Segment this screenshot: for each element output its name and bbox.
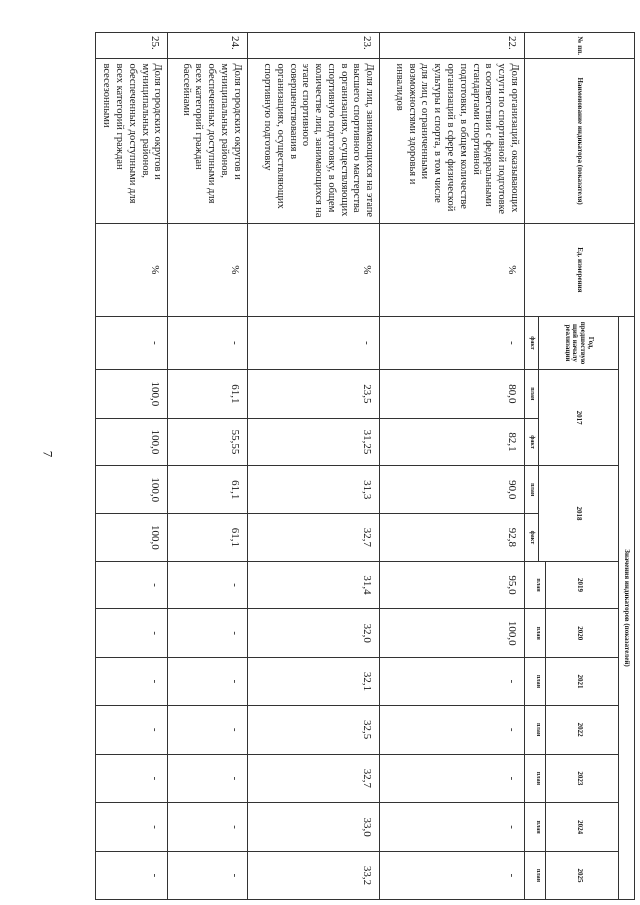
indicator-name: Доля лиц, занимающихся на этапе высшего спортивного мастерства в организациях, осуществляющих спортивную подготовку, в общем количестве лиц, занимающихся на этапе спортивного совершенствования в организациях, осуществляющих спортивную подготовку — [247, 59, 379, 223]
unit-cell: % — [168, 223, 247, 316]
header-year-label: 2019 — [575, 578, 584, 593]
value-cell: - — [96, 754, 168, 803]
value-cell: 31,25 — [247, 418, 379, 466]
row-number: 22. — [380, 33, 525, 59]
header-year-label: 2020 — [575, 626, 584, 641]
header-year — [525, 561, 619, 609]
value-cell: 32,7 — [247, 754, 379, 803]
row-number: 24. — [168, 33, 247, 59]
header-year — [525, 705, 619, 754]
value-cell: - — [380, 852, 525, 900]
subheader: план — [531, 755, 546, 803]
header-year-label: 2023 — [575, 771, 584, 786]
header-year — [525, 754, 619, 803]
rotated-table-wrapper — [95, 32, 635, 900]
value-cell: - — [168, 852, 247, 900]
subheader: план — [531, 803, 546, 851]
row-number: 25. — [96, 33, 168, 59]
value-cell: - — [168, 754, 247, 803]
value-cell: 100,0 — [96, 369, 168, 418]
indicator-name: Доля организаций, оказывающих услуги по спортивной подготовке в соответствии с федеральными стандартами спортивной подготовки, в общем количестве организаций в сфере физической культуры и спорта, в том числе для лиц с ограниченными возможностями здоровья и инвалидов — [380, 59, 525, 223]
value-cell: 82,1 — [380, 418, 525, 466]
value-cell: 80,0 — [380, 369, 525, 418]
header-year — [525, 658, 619, 706]
value-cell: 92,8 — [380, 514, 525, 562]
header-values-group: Значения индикаторов (показателей) — [619, 316, 635, 899]
indicators-table — [95, 32, 635, 900]
value-cell: 32,1 — [247, 658, 379, 706]
header-year — [525, 852, 619, 900]
subheader: факт — [525, 418, 539, 466]
header-year-label: 2025 — [575, 868, 584, 883]
subheader: план — [525, 466, 539, 514]
header-unit: Ед. измерения — [525, 223, 635, 316]
value-cell: - — [96, 852, 168, 900]
subheader: факт — [525, 316, 539, 369]
value-cell: - — [380, 754, 525, 803]
value-cell: 100,0 — [96, 466, 168, 514]
value-cell: 100,0 — [96, 514, 168, 562]
value-cell: 61,1 — [168, 369, 247, 418]
subheader: план — [525, 369, 539, 418]
table-row — [247, 33, 379, 900]
header-no: № пп. — [525, 33, 635, 59]
value-cell: - — [247, 316, 379, 369]
value-cell: 31,4 — [247, 561, 379, 609]
subheader: план — [531, 706, 546, 754]
value-cell: 100,0 — [380, 609, 525, 658]
value-cell: 90,0 — [380, 466, 525, 514]
value-cell: - — [96, 561, 168, 609]
header-year-before: Год, предшествую щий началу реализации — [539, 316, 619, 369]
subheader: план — [531, 658, 546, 705]
value-cell: 55,55 — [168, 418, 247, 466]
value-cell: 32,7 — [247, 514, 379, 562]
value-cell: - — [168, 658, 247, 706]
value-cell: - — [168, 561, 247, 609]
value-cell: 32,5 — [247, 705, 379, 754]
unit-cell: % — [96, 223, 168, 316]
row-number: 23. — [247, 33, 379, 59]
value-cell: - — [168, 705, 247, 754]
unit-cell: % — [247, 223, 379, 316]
subheader: факт — [525, 514, 539, 562]
table-row — [380, 33, 525, 900]
value-cell: - — [168, 803, 247, 852]
header-year-label: 2022 — [575, 722, 584, 737]
value-cell: - — [96, 316, 168, 369]
header-year — [525, 609, 619, 658]
value-cell: - — [380, 705, 525, 754]
page-number: 7 — [40, 450, 56, 458]
header-year: 2018 — [539, 466, 619, 561]
value-cell: 33,2 — [247, 852, 379, 900]
value-cell: 32,0 — [247, 609, 379, 658]
header-year-label: 2021 — [575, 674, 584, 689]
value-cell: 61,1 — [168, 514, 247, 562]
header-year: 2017 — [539, 369, 619, 465]
header-name: Наименование индикатора (показателя) — [525, 59, 635, 223]
value-cell: 100,0 — [96, 418, 168, 466]
value-cell: - — [380, 316, 525, 369]
value-cell: - — [380, 803, 525, 852]
header-year — [525, 803, 619, 852]
value-cell: 23,5 — [247, 369, 379, 418]
value-cell: 61,1 — [168, 466, 247, 514]
value-cell: - — [96, 609, 168, 658]
indicator-name: Доля городских округов и муниципальных районов, обеспеченных доступными для всех категорий граждан всесезонными — [96, 59, 168, 223]
value-cell: - — [168, 609, 247, 658]
value-cell: - — [96, 705, 168, 754]
value-cell: 33,0 — [247, 803, 379, 852]
subheader: план — [531, 562, 546, 609]
value-cell: - — [96, 803, 168, 852]
header-year-label: 2024 — [575, 820, 584, 835]
indicator-name: Доля городских округов и муниципальных районов, обеспеченных доступными для всех категорий граждан бассейнами — [168, 59, 247, 223]
subheader: план — [531, 852, 546, 899]
value-cell: - — [96, 658, 168, 706]
table-row — [96, 33, 168, 900]
table-row — [168, 33, 247, 900]
value-cell: - — [380, 658, 525, 706]
value-cell: 31,3 — [247, 466, 379, 514]
value-cell: 95,0 — [380, 561, 525, 609]
value-cell: - — [168, 316, 247, 369]
subheader: план — [531, 609, 546, 657]
unit-cell: % — [380, 223, 525, 316]
